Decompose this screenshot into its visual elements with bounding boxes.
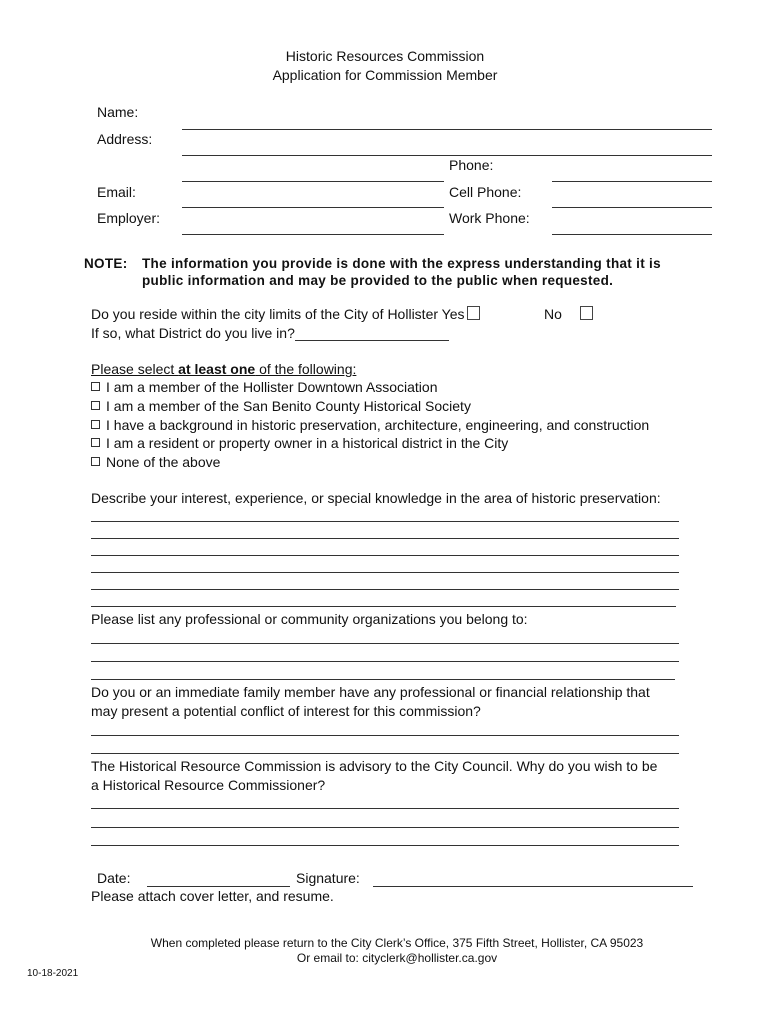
selection-prompt-bold: at least one xyxy=(178,361,256,377)
no-checkbox[interactable] xyxy=(580,306,593,320)
option-checkbox[interactable] xyxy=(91,457,100,466)
work-phone-line[interactable] xyxy=(552,234,712,235)
name-line[interactable] xyxy=(182,129,712,130)
return-email: Or email to: cityclerk@hollister.ca.gov xyxy=(296,951,498,965)
address-label: Address: xyxy=(97,131,153,147)
option-checkbox[interactable] xyxy=(91,438,100,447)
organizations-question: Please list any professional or community organizations you belong to: xyxy=(91,611,528,627)
option-label: I have a background in historic preservation, architecture, engineering, and construction xyxy=(106,417,650,433)
email-line[interactable] xyxy=(182,207,444,208)
why-answer-line[interactable] xyxy=(91,808,679,809)
address-line[interactable] xyxy=(182,155,712,156)
why-answer-line[interactable] xyxy=(91,845,679,846)
form-title: Historic Resources Commission xyxy=(285,48,485,64)
interest-answer-line[interactable] xyxy=(91,572,679,573)
option-checkbox[interactable] xyxy=(91,420,100,429)
option-checkbox[interactable] xyxy=(91,382,100,391)
cell-phone-label: Cell Phone: xyxy=(449,184,522,200)
note-line-1: The information you provide is done with the express understanding that it is xyxy=(142,256,661,271)
option-item[interactable] xyxy=(91,398,471,415)
option-label: I am a member of the San Benito County Historical Society xyxy=(106,398,471,414)
why-question-line-2: a Historical Resource Commissioner? xyxy=(91,777,326,793)
why-question-line-1: The Historical Resource Commission is advisory to the City Council. Why do you wish to be xyxy=(91,758,658,774)
option-item[interactable] xyxy=(91,435,508,452)
conflict-question-line-1: Do you or an immediate family member have any professional or financial relationship that xyxy=(91,684,650,700)
option-label: None of the above xyxy=(106,454,221,470)
return-instructions: When completed please return to the City Clerk’s Office, 375 Fifth Street, Hollister, CA 95023 xyxy=(150,936,644,950)
interest-answer-line[interactable] xyxy=(91,589,679,590)
selection-prompt xyxy=(91,361,356,378)
organizations-answer-line[interactable] xyxy=(91,661,679,662)
selection-prompt-start: Please select xyxy=(91,361,179,377)
no-option xyxy=(544,306,593,323)
district-question xyxy=(91,325,449,342)
interest-question: Describe your interest, experience, or special knowledge in the area of historic preservation: xyxy=(91,490,661,506)
option-item[interactable] xyxy=(91,417,649,434)
yes-checkbox[interactable] xyxy=(467,306,480,320)
phone-label: Phone: xyxy=(449,157,494,173)
form-subtitle: Application for Commission Member xyxy=(272,67,498,83)
address-line-2[interactable] xyxy=(182,181,444,182)
employer-label: Employer: xyxy=(97,210,161,226)
option-label: I am a member of the Hollister Downtown Association xyxy=(106,379,438,395)
residency-question-text: Do you reside within the city limits of the City of Hollister Yes xyxy=(91,306,465,322)
attach-note: Please attach cover letter, and resume. xyxy=(91,888,334,904)
option-item[interactable] xyxy=(91,454,220,471)
note-line-2: public information and may be provided to the public when requested. xyxy=(142,273,614,288)
why-answer-line[interactable] xyxy=(91,827,679,828)
district-line[interactable] xyxy=(295,326,449,341)
signature-label: Signature: xyxy=(296,870,360,886)
district-question-text: If so, what District do you live in? xyxy=(91,325,295,341)
date-label: Date: xyxy=(97,870,131,886)
interest-answer-line[interactable] xyxy=(91,538,679,539)
organizations-answer-line[interactable] xyxy=(91,643,679,644)
phone-line[interactable] xyxy=(552,181,712,182)
cell-phone-line[interactable] xyxy=(552,207,712,208)
interest-answer-line[interactable] xyxy=(91,521,679,522)
name-label: Name: xyxy=(97,104,139,120)
date-line[interactable] xyxy=(147,886,290,887)
option-item[interactable] xyxy=(91,379,437,396)
revision-date: 10-18-2021 xyxy=(27,968,79,979)
work-phone-label: Work Phone: xyxy=(449,210,530,226)
conflict-answer-line[interactable] xyxy=(91,735,679,736)
conflict-question-line-2: may present a potential conflict of interest for this commission? xyxy=(91,703,481,719)
residency-question xyxy=(91,306,480,323)
signature-line[interactable] xyxy=(373,886,693,887)
interest-answer-line[interactable] xyxy=(91,555,679,556)
conflict-answer-line[interactable] xyxy=(91,753,679,754)
option-label: I am a resident or property owner in a historical district in the City xyxy=(106,435,509,451)
selection-prompt-end: of the following: xyxy=(255,361,357,377)
note-label: NOTE: xyxy=(84,256,128,271)
organizations-answer-line[interactable] xyxy=(91,679,675,680)
interest-answer-line[interactable] xyxy=(91,606,676,607)
email-label: Email: xyxy=(97,184,136,200)
option-checkbox[interactable] xyxy=(91,401,100,410)
no-label: No xyxy=(544,306,562,322)
employer-line[interactable] xyxy=(182,234,444,235)
